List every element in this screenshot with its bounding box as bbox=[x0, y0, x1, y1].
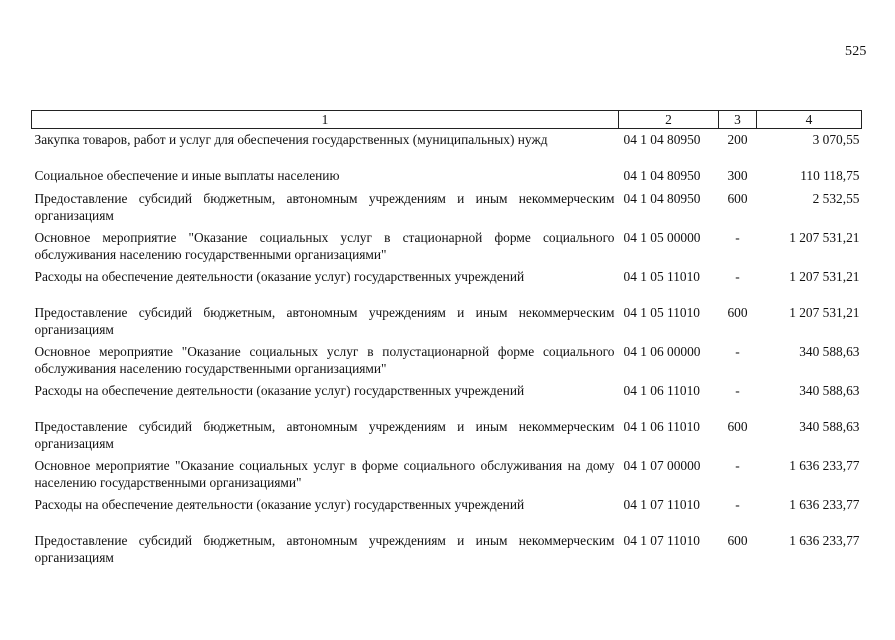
row-amount: 3 070,55 bbox=[812, 132, 860, 147]
row-expense-type: 600 bbox=[727, 305, 748, 320]
row-description: Социальное обеспечение и иные выплаты населению bbox=[34, 168, 340, 183]
row-amount: 340 588,63 bbox=[799, 383, 860, 398]
row-amount: 340 588,63 bbox=[799, 419, 860, 434]
row-expense-type: - bbox=[735, 230, 740, 245]
table-row bbox=[32, 227, 862, 266]
row-code: 04 1 05 11010 bbox=[623, 305, 700, 320]
row-amount: 1 636 233,77 bbox=[789, 497, 860, 512]
row-amount: 1 636 233,77 bbox=[789, 458, 860, 473]
table-row bbox=[32, 380, 862, 416]
row-description: Предоставление субсидий бюджетным, автономным учреждениям и иным некоммерческим организациям bbox=[34, 191, 615, 223]
table-body bbox=[32, 129, 862, 570]
page-number: 525 bbox=[845, 44, 867, 59]
row-description: Расходы на обеспечение деятельности (оказание услуг) государственных учреждений bbox=[34, 269, 525, 284]
header-col-3: 3 bbox=[719, 111, 757, 129]
row-amount: 1 207 531,21 bbox=[789, 305, 860, 320]
header-col-1: 1 bbox=[32, 111, 619, 129]
row-code: 04 1 07 11010 bbox=[623, 497, 700, 512]
table-row bbox=[32, 266, 862, 302]
row-code: 04 1 07 00000 bbox=[623, 458, 701, 473]
row-expense-type: - bbox=[735, 344, 740, 359]
row-code: 04 1 06 11010 bbox=[623, 383, 700, 398]
row-description: Расходы на обеспечение деятельности (оказание услуг) государственных учреждений bbox=[34, 497, 525, 512]
row-amount: 340 588,63 bbox=[799, 344, 860, 359]
row-amount: 2 532,55 bbox=[812, 191, 860, 206]
row-description: Закупка товаров, работ и услуг для обеспечения государственных (муниципальных) нужд bbox=[34, 132, 548, 147]
table-row bbox=[32, 302, 862, 341]
table-row bbox=[32, 341, 862, 380]
table-row bbox=[32, 530, 862, 569]
row-code: 04 1 04 80950 bbox=[623, 191, 701, 206]
row-expense-type: 600 bbox=[727, 533, 748, 548]
row-code: 04 1 06 00000 bbox=[623, 344, 701, 359]
row-amount: 1 207 531,21 bbox=[789, 230, 860, 245]
row-amount: 1 207 531,21 bbox=[789, 269, 860, 284]
table-row bbox=[32, 455, 862, 494]
row-code: 04 1 06 11010 bbox=[623, 419, 700, 434]
row-expense-type: - bbox=[735, 269, 740, 284]
budget-table bbox=[31, 110, 862, 569]
row-description: Расходы на обеспечение деятельности (оказание услуг) государственных учреждений bbox=[34, 383, 525, 398]
row-expense-type: 600 bbox=[727, 191, 748, 206]
table-row bbox=[32, 416, 862, 455]
row-expense-type: 200 bbox=[727, 132, 748, 147]
row-code: 04 1 05 00000 bbox=[623, 230, 701, 245]
header-col-2: 2 bbox=[619, 111, 719, 129]
row-code: 04 1 07 11010 bbox=[623, 533, 700, 548]
row-description: Основное мероприятие "Оказание социальных услуг в полустационарной форме социального обслуживания населению государственными организациями" bbox=[34, 344, 615, 376]
row-description: Предоставление субсидий бюджетным, автономным учреждениям и иным некоммерческим организациям bbox=[34, 533, 615, 565]
header-col-4: 4 bbox=[757, 111, 862, 129]
table-row bbox=[32, 129, 862, 166]
table-header bbox=[32, 111, 862, 129]
row-amount: 110 118,75 bbox=[800, 168, 860, 183]
row-code: 04 1 04 80950 bbox=[623, 132, 701, 147]
row-expense-type: - bbox=[735, 497, 740, 512]
row-code: 04 1 05 11010 bbox=[623, 269, 700, 284]
table-row bbox=[32, 494, 862, 530]
row-expense-type: - bbox=[735, 458, 740, 473]
row-description: Предоставление субсидий бюджетным, автономным учреждениям и иным некоммерческим организациям bbox=[34, 419, 615, 451]
row-code: 04 1 04 80950 bbox=[623, 168, 701, 183]
table-row bbox=[32, 188, 862, 227]
row-expense-type: - bbox=[735, 383, 740, 398]
row-amount: 1 636 233,77 bbox=[789, 533, 860, 548]
table-row bbox=[32, 165, 862, 188]
row-description: Предоставление субсидий бюджетным, автономным учреждениям и иным некоммерческим организациям bbox=[34, 305, 615, 337]
row-expense-type: 300 bbox=[727, 168, 748, 183]
row-description: Основное мероприятие "Оказание социальных услуг в стационарной форме социального обслуживания населению государственными организациями" bbox=[34, 230, 615, 262]
row-description: Основное мероприятие "Оказание социальных услуг в форме социального обслуживания на дому населению государственными организациями" bbox=[34, 458, 615, 490]
row-expense-type: 600 bbox=[727, 419, 748, 434]
